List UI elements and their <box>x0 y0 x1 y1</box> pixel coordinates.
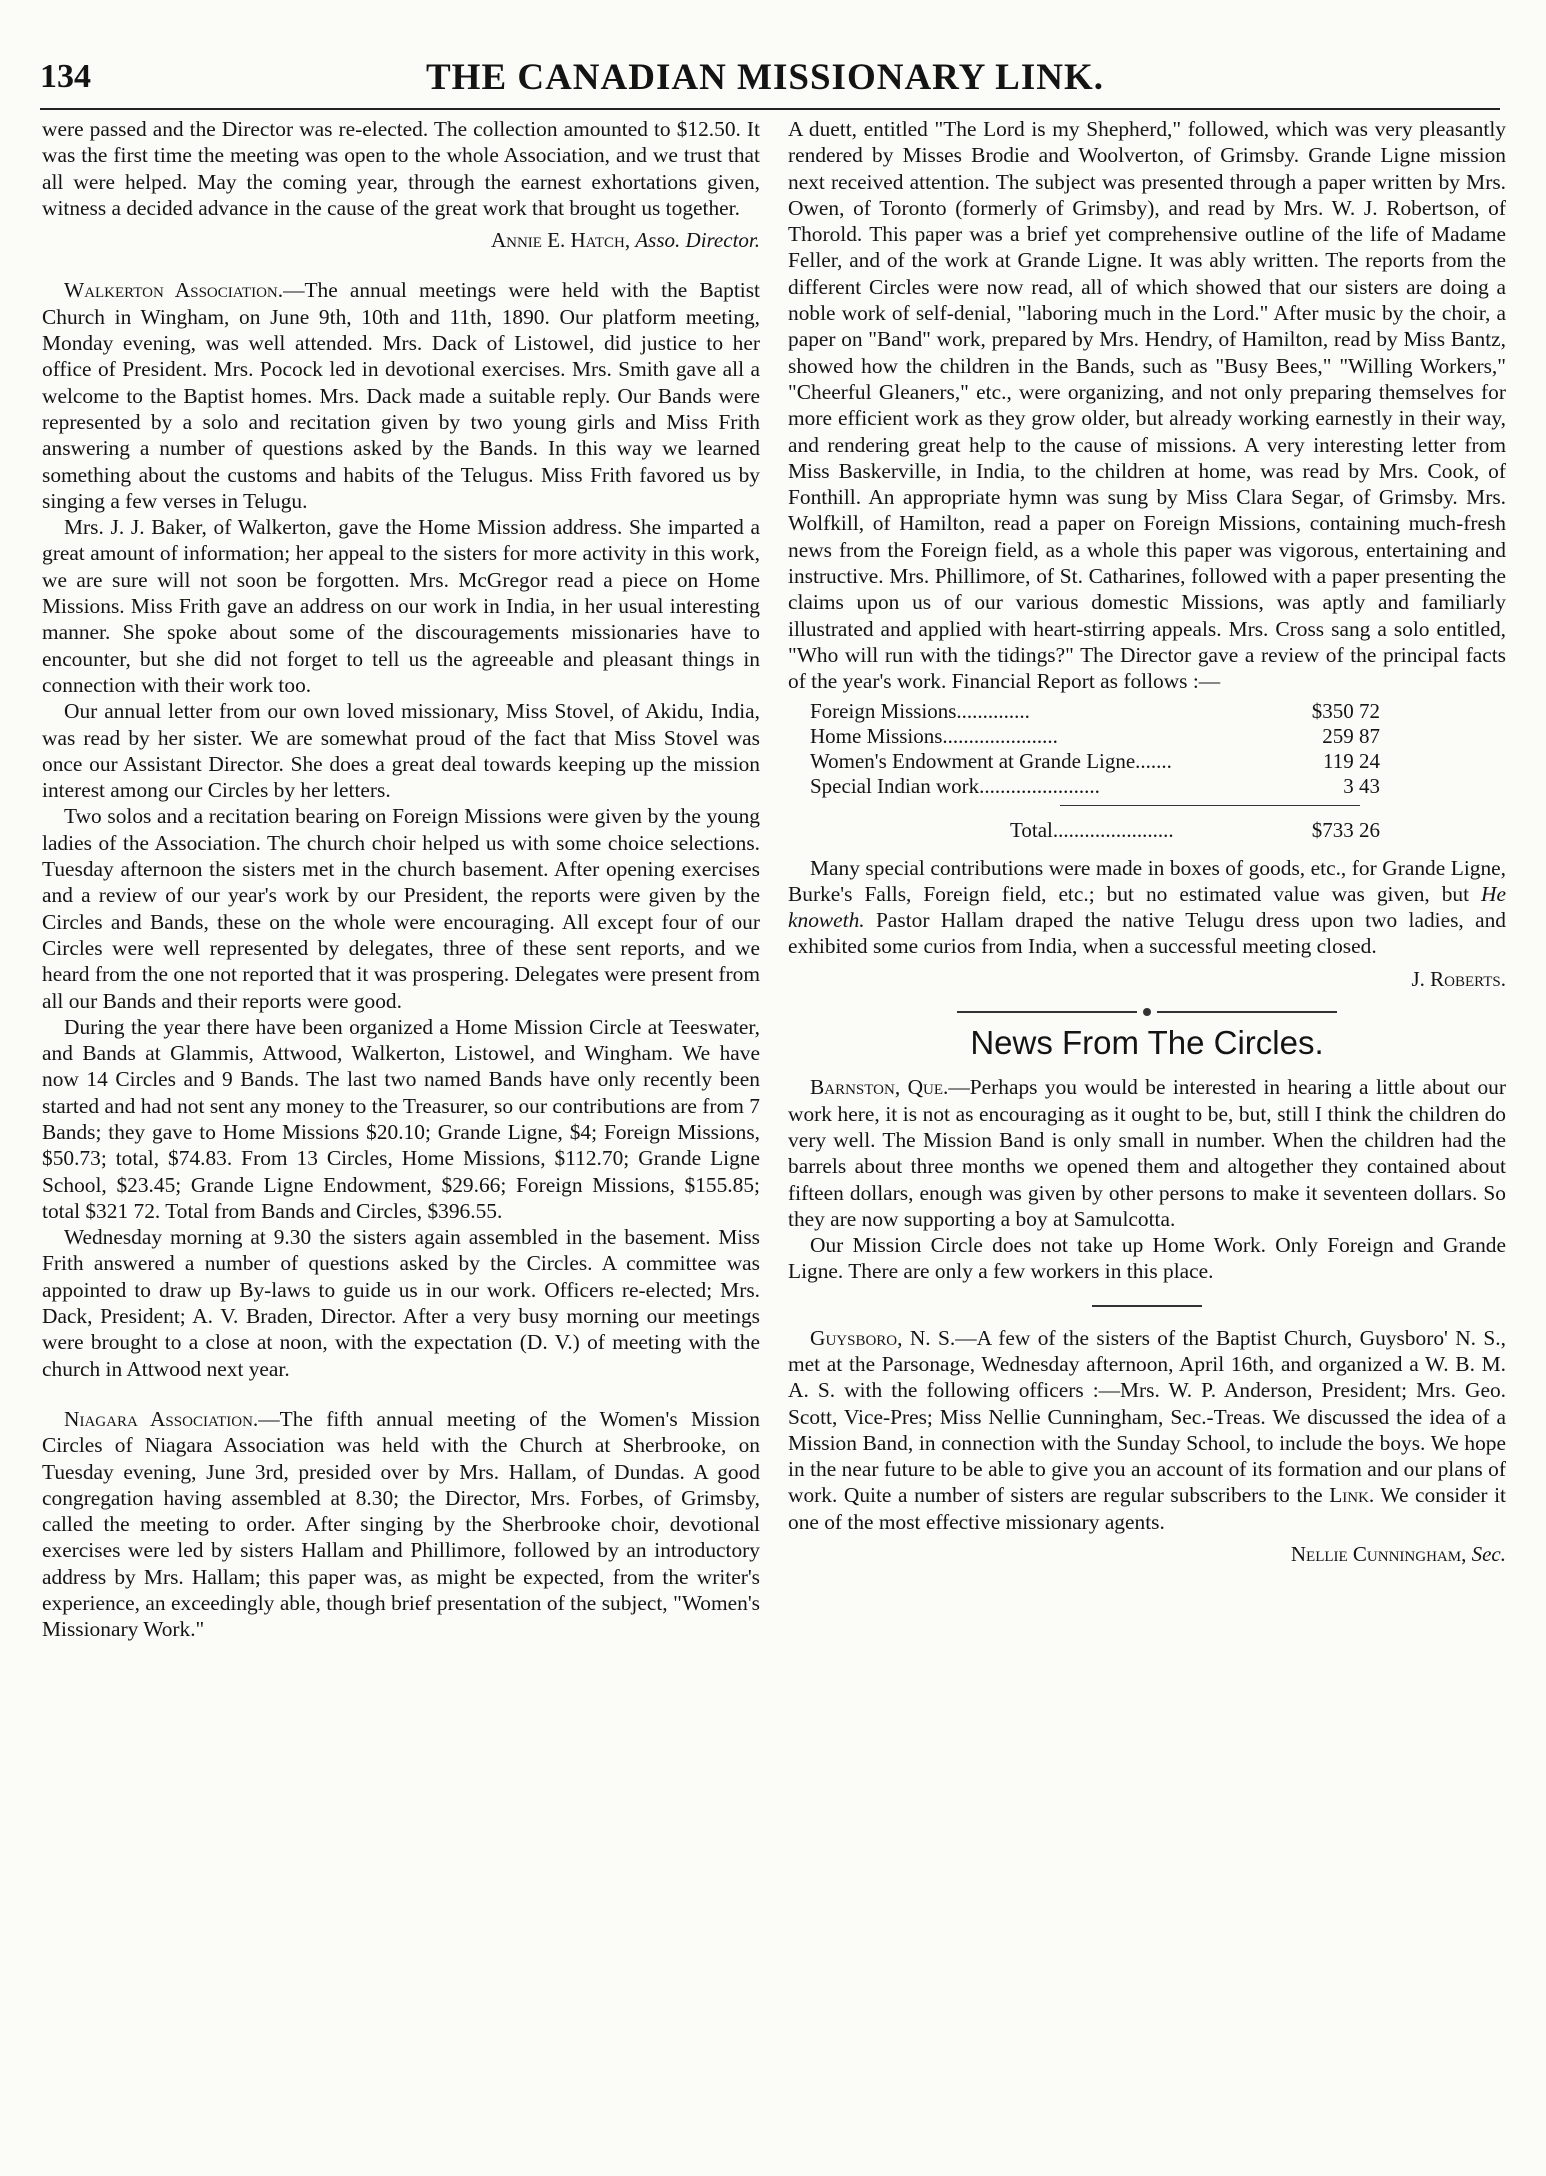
paragraph-barnston <box>788 1074 1506 1232</box>
signature-title: Sec. <box>1471 1542 1506 1567</box>
left-column <box>42 116 760 1643</box>
paragraph-guysboro <box>788 1325 1506 1535</box>
page-header <box>40 50 1490 100</box>
paragraph: Mrs. J. J. Baker, of Walkerton, gave the Home Mission address. She imparted a great amount of information; her appeal to the sisters for more activity in this work, we are sure will not soon be forgotten. Mrs. McGregor read a piece on Home Missions. Miss Frith gave an address on our work in India, in her usual interesting manner. She spoke about some of the discouragements missionaries have to encounter, but she did not forget to tell us the agreeable and pleasant things in connection with their work too. <box>42 515 760 697</box>
finance-label: Special Indian work....................... <box>810 773 1100 798</box>
page-number: 134 <box>40 58 91 95</box>
spacer <box>42 253 760 277</box>
section-heading: News From The Circles. <box>970 1024 1324 1062</box>
finance-row <box>810 749 1380 774</box>
finance-row <box>810 774 1380 799</box>
paragraph: Our Mission Circle does not take up Home Work. Only Foreign and Grande Ligne. There are only a few workers in this place. <box>788 1233 1506 1284</box>
paragraph-text: We consider it one of the most effective missionary agents. <box>788 1483 1506 1534</box>
paragraph-niagara <box>42 1406 760 1643</box>
paragraph-walkerton <box>42 277 760 514</box>
finance-total-label: Total....................... <box>1010 817 1174 842</box>
paragraph: were passed and the Director was re-elected. The collection amounted to $12.50. It was the first time the meeting was open to the whole Association, and we trust that all were helped. May the coming year, through the earnest exhortations given, witness a decided advance in the cause of the great work that brought us together. <box>42 117 760 220</box>
finance-label: Home Missions...................... <box>810 723 1058 748</box>
paragraph: A duett, entitled "The Lord is my Shepherd," followed, which was very pleasantly rendered by Misses Brodie and Woolverton, of Grimsby. Grande Ligne mission next received attention. The subject was presented through a paper written by Mrs. Owen, of Toronto (formerly of Grimsby), and read by Mrs. W. J. Robertson, of Thorold. This paper was a brief yet comprehensive outline of the life of Madame Feller, and of the work at Grande Ligne. It was ably written. The reports from the different Circles were now read, all of which showed that our sisters are doing a noble work of self-denial, "laboring much in the Lord." After music by the choir, a paper on "Band" work, prepared by Mrs. Hendry, of Hamilton, read by Miss Bantz, showed how the children in the Bands, such as "Busy Bees," "Willing Workers," "Cheerful Gleaners," etc., were organizing, and not only preparing themselves for more efficient work as they grow older, but already working earnestly in their way, and rendering great help to the cause of missions. A very interesting letter from Miss Baskerville, in India, to the children at home, was read by Mrs. Cook, of Fonthill. An appropriate hymn was sung by Miss Clara Segar, of Grimsby. Mrs. Wolfkill, of Hamilton, read a paper on Foreign Missions, containing much-fresh news from the Foreign field, as a whole this paper was vigorous, entertaining and instructive. Mrs. Phillimore, of St. Catharines, followed with a paper presenting the claims upon us of our various domestic Missions, was aptly and familiarly illustrated and applied with heart-stirring appeals. Mrs. Cross sang a solo entitled, "Who will run with the tidings?" The Director gave a review of the principal facts of the year's work. Financial Report as follows :— <box>788 117 1506 694</box>
italic-phrase: He knoweth. <box>788 881 1506 933</box>
paragraph: Two solos and a recitation bearing on Foreign Missions were given by the young ladies of the Association. The church choir helped us with some choice selections. Tuesday afternoon the sisters met in the church basement. After opening exercises and a review of our year's work by our President, the reports were given by the Circles and Bands, these on the whole were encouraging. All except four of our Circles were well represented by delegates, three of these sent reports, and we heard from the one not reported that it was prospering. Delegates were present from all our Bands and their reports were good. <box>42 804 760 1013</box>
financial-report <box>810 699 1380 843</box>
paragraph-text: Pastor Hallam draped the native Telugu dress upon two ladies, and exhibited some curios from India, when a successful meeting closed. <box>788 908 1506 959</box>
paragraph-text: —The annual meetings were held with the Baptist Church in Wingham, on June 9th, 10th and 11th, 1890. Our platform meeting, Monday evening, was well attended. Mrs. Dack of Listowel, did justice to her office of President. Mrs. Pocock led in devotional exercises. Mrs. Smith gave all a welcome to the Baptist homes. Mrs. Dack made a suitable reply. Our Bands were represented by a solo and recitation given by two young girls and Miss Frith answering a number of questions asked by the Bands. In this way we learned something about the customs and habits of the Telugus. Miss Frith favored us by singing a few verses in Telugu. <box>42 278 761 513</box>
spacer <box>42 1382 760 1406</box>
masthead-title: THE CANADIAN MISSIONARY LINK. <box>425 57 1105 98</box>
finance-amount: 3 43 <box>1343 773 1380 798</box>
finance-amount: $350 72 <box>1311 698 1380 723</box>
signature-hatch <box>42 227 760 253</box>
paragraph-text: —Perhaps you would be interested in hearing a little about our work here, it is not as encouraging as it ought to be, but, still I think the children do very well. The Mission Band is only small in number. When the children had the barrels about three months we opened them and altogether they contained about fifteen dollars, enough was given by other persons to make it seventeen dollars. So they are now supporting a boy at Samulcotta. <box>788 1075 1506 1231</box>
signature-name: J. Roberts. <box>1411 966 1506 991</box>
finance-label: Foreign Missions.............. <box>810 698 1030 723</box>
section-lead: Barnston, Que. <box>810 1075 949 1100</box>
paragraph: During the year there have been organized a Home Mission Circle at Teeswater, and Bands at Glammis, Attwood, Walkerton, Listowel, and Wingham. We have now 14 Circles and 9 Bands. The last two named Bands have only recently been started and had not sent any money to the Treasurer, so our contributions are from 7 Bands; they gave to Home Missions $20.10; Grande Ligne, $4; Foreign Missions, $50.73; total, $74.83. From 13 Circles, Home Missions, $112.70; Grande Ligne School, $23.45; Grande Ligne Endowment, $29.66; Foreign Missions, $155.85; total $321 72. Total from Bands and Circles, $396.55. <box>42 1014 760 1223</box>
paragraph-text: —A few of the sisters of the Baptist Church, Guysboro' N. S., met at the Parsonage, Wednesday afternoon, April 16th, and organized a W. B. M. A. S. with the following officers :—Mrs. W. P. Anderson, President; Mrs. Geo. Scott, Vice-Pres; Miss Nellie Cunningham, Sec.-Treas. We discussed the idea of a Mission Band, in connection with the Sunday School, to include the boys. We hope in the near future to be able to give you an account of its formation and our plans of work. Quite a number of sisters are regular subscribers to the <box>788 1325 1506 1508</box>
section-divider <box>788 1008 1506 1016</box>
link-name: Link. <box>1329 1483 1375 1508</box>
signature-roberts <box>788 966 1506 992</box>
finance-total-row <box>810 818 1380 843</box>
finance-total-amount: $733 26 <box>1311 817 1380 842</box>
finance-rule <box>1060 805 1360 806</box>
paragraph-text: —The fifth annual meeting of the Women's Mission Circles of Niagara Association was held with the Church at Sherbrooke, on Tuesday evening, June 3rd, presided over by Mrs. Hallam, of Dundas. A good congregation having assembled at 8.30; the Director, Mrs. Forbes, of Grimsby, called the meeting to order. After singing by the Sherbrooke choir, devotional exercises were led by sisters Hallam and Phillimore, followed by an introductory address by Mrs. Hallam; this paper was, as might be expected, from the writer's experience, an exceedingly able, though brief presentation of the subject, "Women's Missionary Work." <box>42 1406 761 1642</box>
finance-row <box>810 724 1380 749</box>
paragraph: Our annual letter from our own loved missionary, Miss Stovel, of Akidu, India, was read by her sister. We are somewhat proud of the fact that Miss Stovel was once our Assistant Director. She does a great deal towards keeping up the mission interest among our Circles by her letters. <box>42 699 760 803</box>
finance-amount: 259 87 <box>1322 723 1380 748</box>
signature-title: Asso. Director. <box>635 228 760 253</box>
finance-label: Women's Endowment at Grande Ligne....... <box>810 748 1172 773</box>
finance-row <box>810 699 1380 724</box>
paragraph <box>788 855 1506 960</box>
paragraph-text: Many special contributions were made in boxes of goods, etc., for Grande Ligne, Burke's Falls, Foreign field, etc.; but no estimated value was given, but <box>788 855 1506 906</box>
signature-name: Annie E. Hatch, <box>490 228 631 253</box>
divider <box>1092 1305 1202 1307</box>
section-lead: Niagara Association. <box>64 1406 259 1431</box>
paragraph: Wednesday morning at 9.30 the sisters again assembled in the basement. Miss Frith answered a number of questions asked by the Circles. A committee was appointed to draw up By-laws to guide us in our work. Officers re-elected; Mrs. Dack, President; A. V. Braden, Director. After a very busy morning our meetings were brought to a close at noon, with the expectation (D. V.) of meeting with the church in Attwood next year. <box>42 1225 760 1381</box>
signature-name: Nellie Cunningham, <box>1290 1542 1467 1567</box>
section-lead: Guysboro, N. S. <box>810 1325 956 1350</box>
finance-amount: 119 24 <box>1323 748 1380 773</box>
right-column <box>788 116 1506 1567</box>
signature-cunningham <box>788 1541 1506 1567</box>
section-lead: Walkerton Association. <box>64 278 284 303</box>
header-rule <box>40 108 1500 110</box>
